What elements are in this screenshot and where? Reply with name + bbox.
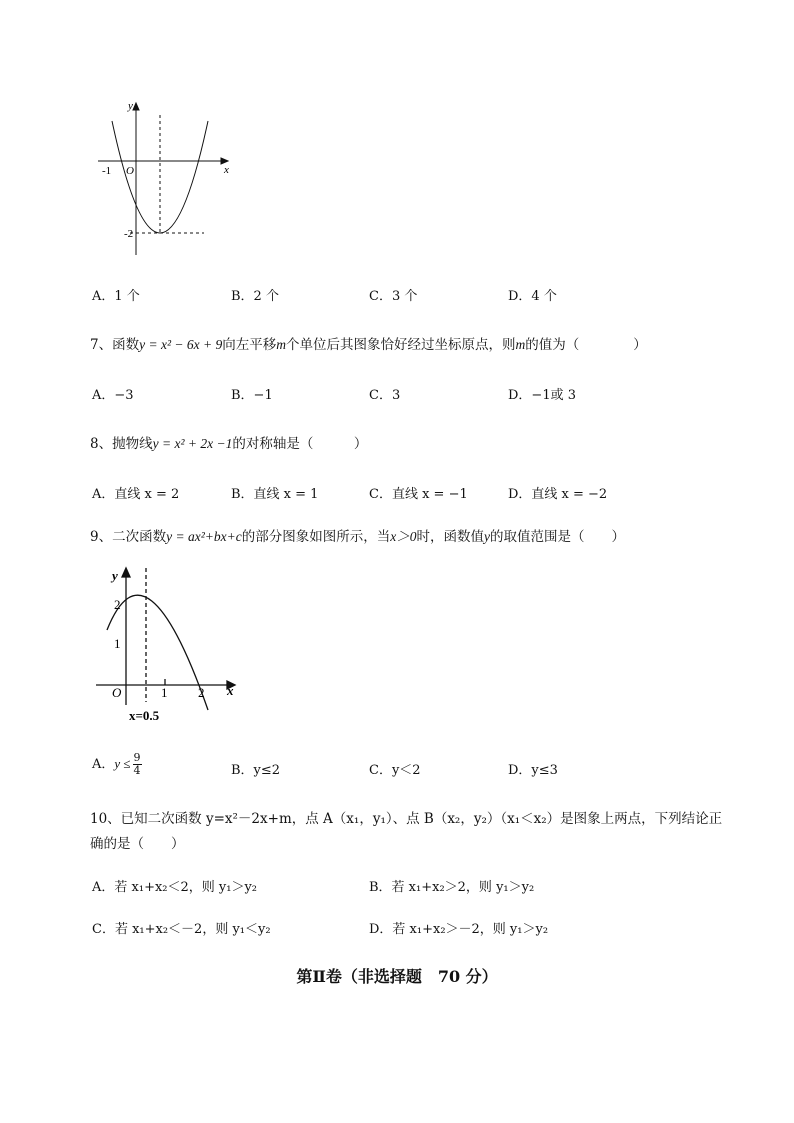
x-axis-label: x	[227, 683, 234, 698]
origin-label: O	[112, 685, 122, 700]
origin-label: O	[126, 165, 134, 177]
question-9: 9、二次函数y = ax²+bx+c的部分图象如图所示，当x＞0时，函数值y的取值范围是（ ）	[90, 529, 625, 545]
x-axis-label: x	[224, 164, 229, 176]
q10-option-d[interactable]: D．若 x₁+x₂＞－2，则 y₁＞y₂	[369, 922, 549, 937]
q10-option-a[interactable]: A．若 x₁+x₂＜2，则 y₁＞y₂	[92, 880, 258, 895]
q10-option-b[interactable]: B．若 x₁+x₂＞2，则 y₁＞y₂	[369, 880, 535, 895]
q7-option-a[interactable]: A．−3	[92, 388, 134, 403]
q7-option-c[interactable]: C．3	[369, 388, 401, 403]
x-tick-2-label: 2	[198, 685, 205, 700]
parabola-graph-1	[90, 95, 240, 260]
y-axis-label: y	[128, 100, 133, 112]
q9-option-c[interactable]: C．y＜2	[369, 763, 421, 778]
section-title: 第Ⅱ卷（非选择题 70 分）	[296, 967, 498, 986]
parabola-graph-2	[92, 560, 247, 725]
q8-option-a[interactable]: A．直线 x = 2	[92, 487, 180, 502]
fraction: $\frac{9}{4}$	[133, 751, 141, 777]
q9-option-d[interactable]: D．y≤3	[508, 763, 558, 778]
parabola-curve	[107, 595, 208, 710]
question-7: 7、函数y = x² − 6x + 9向左平移m个单位后其图象恰好经过坐标原点，则m的值为（ ）	[90, 337, 647, 353]
y-axis-arrow	[122, 568, 130, 577]
axis-note: x=0.5	[129, 708, 160, 723]
q7-option-b[interactable]: B．−1	[231, 388, 273, 403]
y-tick-2: 2	[114, 597, 121, 612]
q9-option-a[interactable]: A．y ≤ $\frac{9}{4}$	[92, 751, 141, 777]
y-axis-label: y	[112, 568, 118, 583]
q8-option-d[interactable]: D．直线 x = −2	[508, 487, 608, 502]
q6-option-c[interactable]: C．3 个	[369, 289, 418, 304]
y-tick-1: 1	[114, 636, 121, 651]
q7-option-d[interactable]: D．−1或 3	[508, 388, 576, 403]
question-10-line-2: 确的是（ ）	[90, 836, 185, 852]
q8-option-b[interactable]: B．直线 x = 1	[231, 487, 319, 502]
q8-option-c[interactable]: C．直线 x = −1	[369, 487, 468, 502]
q6-option-a[interactable]: A．1 个	[92, 289, 140, 304]
q6-option-d[interactable]: D．4 个	[508, 289, 557, 304]
y-axis-arrow	[133, 103, 139, 110]
x-tick-1-label: 1	[161, 685, 168, 700]
question-10-line-1: 10、已知二次函数 y=x²－2x+m，点 A（x₁，y₁）、点 B（x₂，y₂）（x₁＜x₂）是图象上两点，下列结论正	[90, 811, 723, 827]
question-8: 8、抛物线y = x² + 2x −1的对称轴是（ ）	[90, 436, 368, 452]
q10-option-c[interactable]: C．若 x₁+x₂＜－2，则 y₁＜y₂	[92, 922, 271, 937]
q9-option-b[interactable]: B．y≤2	[231, 763, 281, 778]
tick-neg2: -2	[124, 228, 134, 240]
tick-neg1: -1	[102, 165, 112, 177]
q6-option-b[interactable]: B．2 个	[231, 289, 279, 304]
